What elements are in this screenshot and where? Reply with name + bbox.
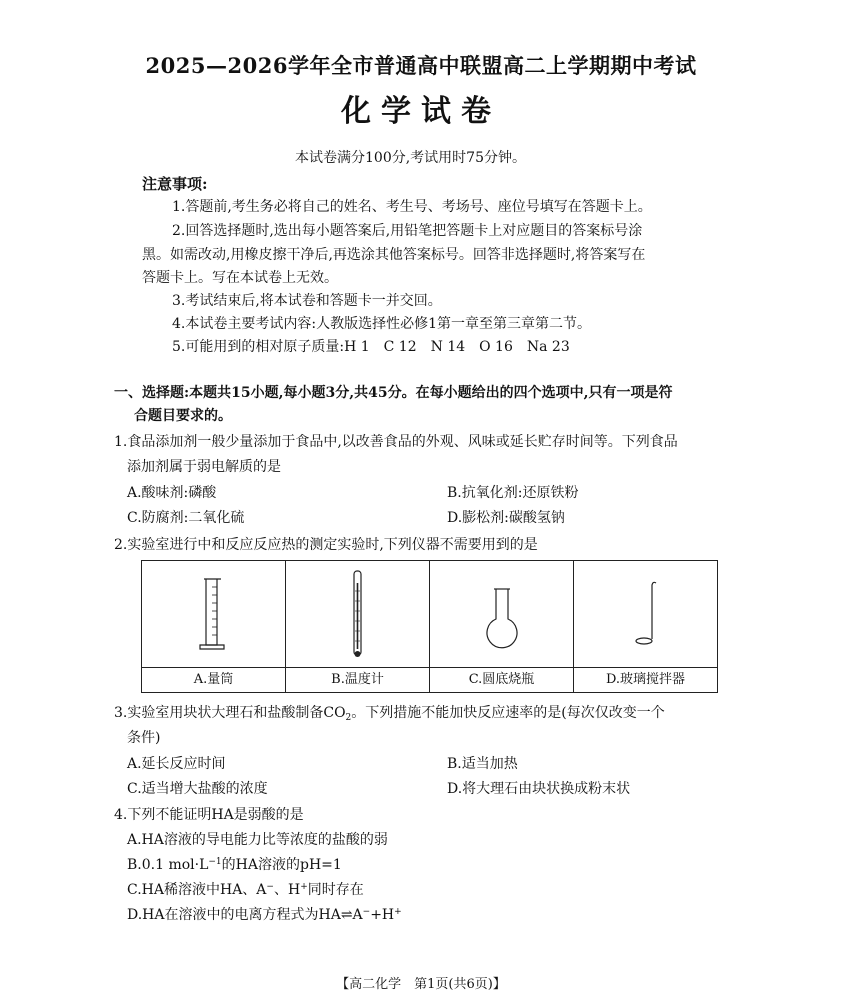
notes-heading: 注意事项:	[142, 175, 208, 193]
note-item: 答题卡上。写在本试卷上无效。	[142, 270, 338, 286]
instrument-cell-c	[430, 561, 573, 692]
instrument-cell-a	[142, 561, 285, 692]
q2-stem: 2.实验室进行中和反应反应热的测定实验时,下列仪器不需要用到的是	[114, 537, 538, 553]
q3-stem: 3.实验室用块状大理石和盐酸制备$CO_2$。下列措施不能加快反应速率的是(每次仅改变一个	[114, 705, 665, 723]
q1-option-d: D.膨松剂:碳酸氢钠	[447, 510, 565, 526]
note-item: 黑。如需改动,用橡皮擦干净后,再选涂其他答案标号。回答非选择题时,将答案写在	[142, 247, 646, 263]
instrument-cell-b	[286, 561, 429, 692]
q4-option-a: A.HA溶液的导电能力比等浓度的盐酸的弱	[127, 832, 388, 848]
round-bottom-flask-icon	[430, 561, 574, 667]
q4-option-d: D.HA在溶液中的电离方程式为HA⇌A−+H+	[127, 907, 402, 923]
note-item: 3.考试结束后,将本试卷和答题卡一并交回。	[172, 293, 442, 309]
note-item: 4.本试卷主要考试内容:人教版选择性必修1第一章至第三章第二节。	[172, 316, 591, 332]
q1-option-c: C.防腐剂:二氧化硫	[127, 510, 245, 526]
instrument-label-d: D.玻璃搅拌器	[574, 667, 717, 692]
q4-stem: 4.下列不能证明HA是弱酸的是	[114, 807, 304, 823]
section-heading-cont: 合题目要求的。	[134, 408, 232, 424]
exam-title: 2025—2026学年全市普通高中联盟高二上学期期中考试	[145, 53, 697, 78]
q4-option-b: B.0.1 $mol\cdot L^{-1}$的HA溶液的pH=1	[127, 857, 342, 873]
q3-stem-cont: 条件)	[127, 730, 161, 746]
graduated-cylinder-icon	[142, 561, 286, 667]
q3-option-d: D.将大理石由块状换成粉末状	[447, 781, 631, 797]
glass-stirrer-icon	[574, 561, 718, 667]
exam-info: 本试卷满分100分,考试用时75分钟。	[295, 150, 526, 166]
q1-option-b: B.抗氧化剂:还原铁粉	[447, 485, 579, 501]
q1-stem-cont: 添加剂属于弱电解质的是	[127, 459, 281, 475]
q3-option-b: B.适当加热	[447, 756, 518, 772]
q1-stem: 1.食品添加剂一般少量添加于食品中,以改善食品的外观、风味或延长贮存时间等。下列食品	[114, 434, 678, 450]
q3-option-a: A.延长反应时间	[127, 756, 226, 772]
instrument-label-c: C.圆底烧瓶	[430, 667, 573, 692]
instrument-table	[141, 560, 718, 693]
note-item: 2.回答选择题时,选出每小题答案后,用铅笔把答题卡上对应题目的答案标号涂	[172, 223, 643, 239]
note-item: 1.答题前,考生务必将自己的姓名、考生号、考场号、座位号填写在答题卡上。	[172, 199, 652, 215]
note-item: 5.可能用到的相对原子质量:H 1 C 12 N 14 O 16 Na 23	[172, 339, 570, 355]
instrument-label-b: B.温度计	[286, 667, 429, 692]
instrument-cell-d	[574, 561, 717, 692]
q3-option-c: C.适当增大盐酸的浓度	[127, 781, 268, 797]
thermometer-icon	[286, 561, 430, 667]
page-footer: 【高二化学 第1页(共6页)】	[336, 977, 506, 992]
subject-title: 化学试卷	[341, 94, 501, 129]
section-heading: 一、选择题:本题共15小题,每小题3分,共45分。在每小题给出的四个选项中,只有一项是符	[114, 385, 673, 401]
instrument-label-a: A.量筒	[142, 667, 285, 692]
q1-option-a: A.酸味剂:磷酸	[127, 485, 217, 501]
q4-option-c: C.HA稀溶液中HA、A−、H+同时存在	[127, 882, 364, 898]
